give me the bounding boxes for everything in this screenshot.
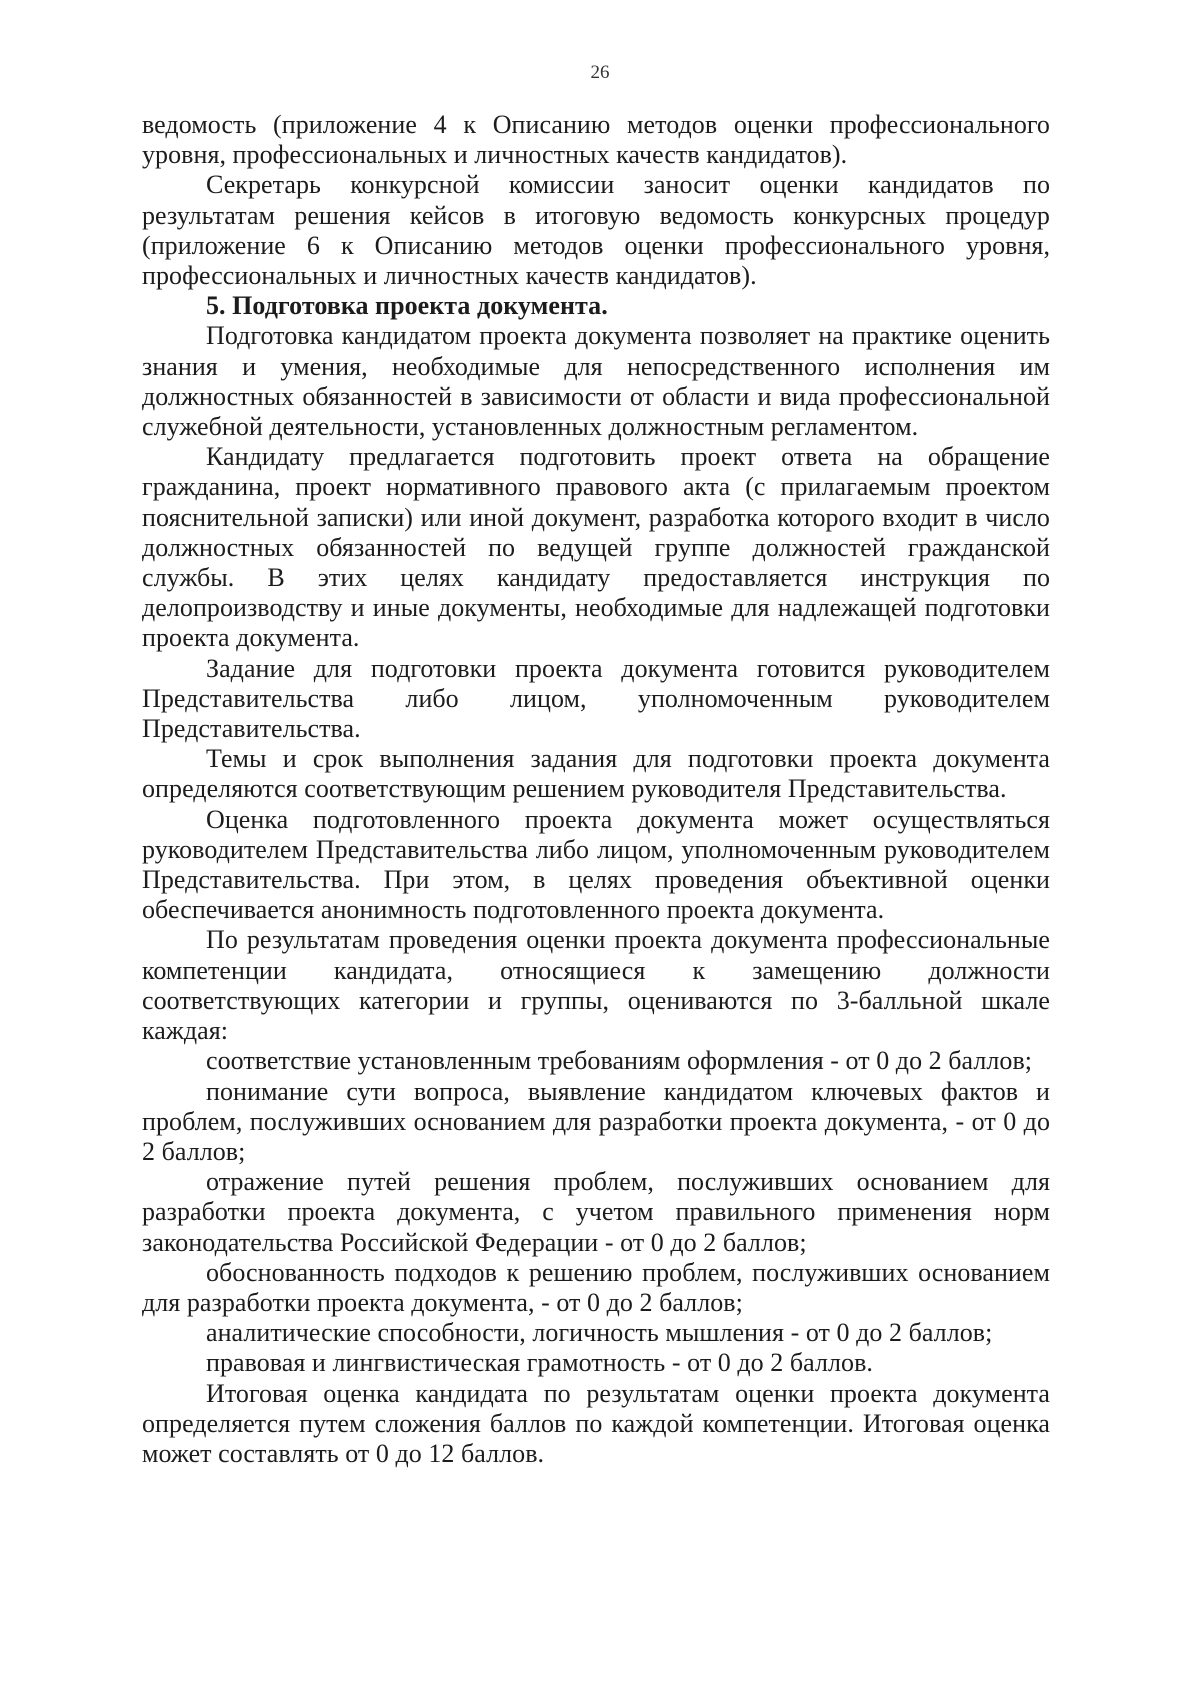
- list-item-understanding: понимание сути вопроса, выявление кандидатом ключевых фактов и проблем, послуживших основанием для разработки проекта документа, - от 0 до 2 баллов;: [142, 1076, 1050, 1166]
- paragraph-evaluation: Оценка подготовленного проекта документа может осуществляться руководителем Представительства либо лицом, уполномоченным руководителем Представительства. При этом, в целях проведения объективной оценки обеспечивается анонимность подготовленного проекта документа.: [142, 804, 1050, 925]
- paragraph-task-preparation: Задание для подготовки проекта документа готовится руководителем Представительства либо лицом, уполномоченным руководителем Представительства.: [142, 653, 1050, 744]
- paragraph-topics-deadline: Темы и срок выполнения задания для подготовки проекта документа определяются соответствующим решением руководителя Представительства.: [142, 744, 1050, 804]
- document-body: [142, 110, 1050, 1469]
- list-item-literacy: правовая и лингвистическая грамотность - от 0 до 2 баллов.: [206, 1348, 873, 1378]
- paragraph-draft-purpose: Подготовка кандидатом проекта документа позволяет на практике оценить знания и умения, необходимые для непосредственного исполнения им должностных обязанностей в зависимости от области и вида профессиональной служебной деятельности, установленных должностным регламентом.: [142, 321, 1050, 442]
- section-heading-document-draft: 5. Подготовка проекта документа.: [206, 291, 608, 321]
- paragraph-scoring-scale: По результатам проведения оценки проекта документа профессиональные компетенции кандидата, относящиеся к замещению должности соответствующих категории и группы, оцениваются по 3-балльной шкале каждая:: [142, 925, 1050, 1046]
- paragraph-statement-continuation: ведомость (приложение 4 к Описанию методов оценки профессионального уровня, профессиональных и личностных качеств кандидатов).: [142, 110, 1050, 170]
- list-item-formatting: соответствие установленным требованиям оформления - от 0 до 2 баллов;: [206, 1046, 1033, 1076]
- list-item-analytical: аналитические способности, логичность мышления - от 0 до 2 баллов;: [206, 1318, 993, 1348]
- paragraph-candidate-task: Кандидату предлагается подготовить проект ответа на обращение гражданина, проект нормативного правового акта (с прилагаемым проектом пояснительной записки) или иной документ, разработка которого входит в число должностных обязанностей по ведущей группе должностей гражданской службы. В этих целях кандидату предоставляется инструкция по делопроизводству и иные документы, необходимые для надлежащей подготовки проекта документа.: [142, 442, 1050, 653]
- paragraph-final-score: Итоговая оценка кандидата по результатам оценки проекта документа определяется путем сложения баллов по каждой компетенции. Итоговая оценка может составлять от 0 до 12 баллов.: [142, 1378, 1050, 1468]
- page-number: 26: [590, 62, 610, 83]
- list-item-approaches: обоснованность подходов к решению проблем, послуживших основанием для разработки проекта документа, - от 0 до 2 баллов;: [142, 1257, 1050, 1317]
- list-item-solutions: отражение путей решения проблем, послуживших основанием для разработки проекта документа, с учетом правильного применения норм законодательства Российской Федерации - от 0 до 2 баллов;: [142, 1167, 1050, 1257]
- paragraph-secretary-records: Секретарь конкурсной комиссии заносит оценки кандидатов по результатам решения кейсов в итоговую ведомость конкурсных процедур (приложение 6 к Описанию методов оценки профессионального уровня, профессиональных и личностных качеств кандидатов).: [142, 170, 1050, 291]
